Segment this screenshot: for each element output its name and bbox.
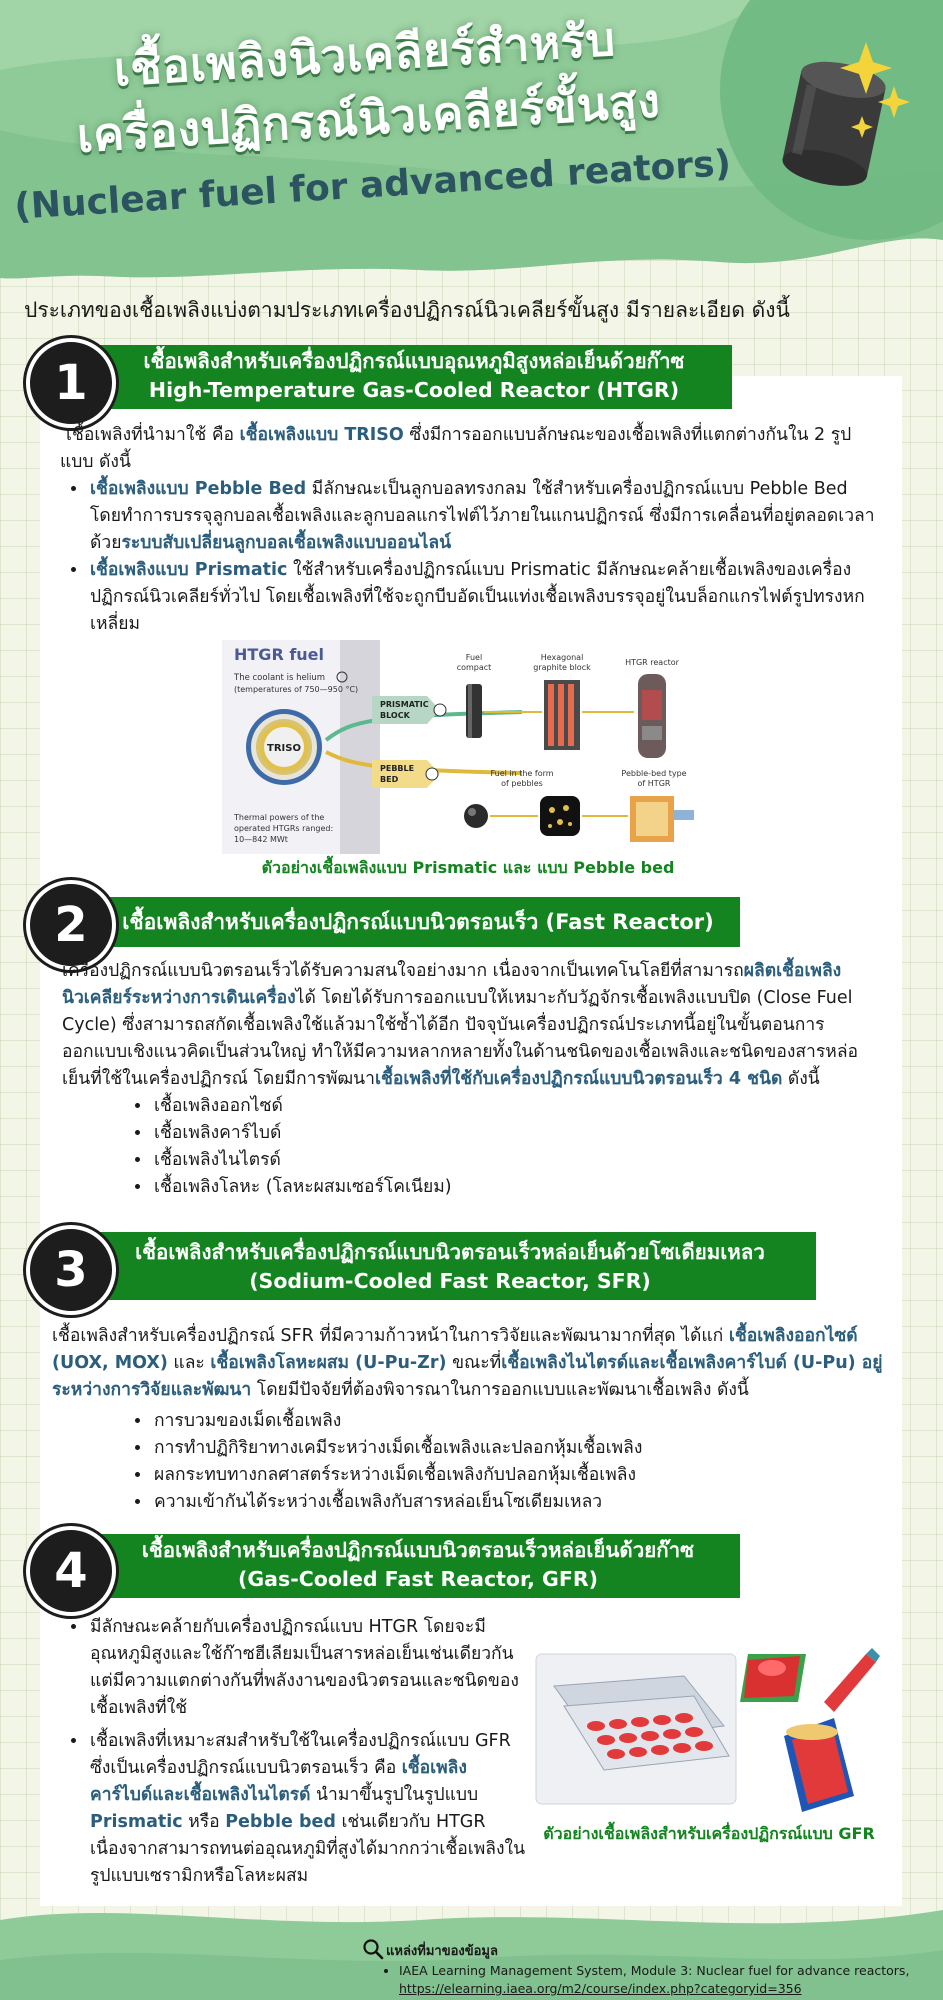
section-1-para-text: เชื้อเพลิงที่นำมาใช้ คือ: [66, 425, 240, 445]
prismatic-tag-line-1: PRISMATIC: [380, 700, 429, 709]
list-item: • เชื้อเพลิงไนไตรด์: [152, 1147, 884, 1174]
section-4-figure-caption: ตัวอย่างเชื้อเพลิงสำหรับเครื่องปฏิกรณ์แบบ GFR: [543, 1824, 875, 1843]
htgr-reactor-illustration: [638, 674, 666, 758]
pebbles-label-1: Fuel in the form: [490, 769, 554, 778]
figure-coolant-line-1: The coolant is helium: [234, 673, 326, 683]
list-item: • เชื้อเพลิงที่เหมาะสมสำหรับใช้ในเครื่องปฏิกรณ์แบบ GFR ซึ่งเป็นเครื่องปฏิกรณ์แบบนิวตรอนเร็ว คือ เชื้อเพลิงคาร์ไบด์และเชื้อเพลิงไนไตรด์ นำมาขึ้นรูปในรูปแบบ Prismatic หรือ Pebble bed เช่นเดียวกับ HTGR เนื่องจากสามารถทนต่ออุณหภูมิที่สูงได้มากกว่าเชื้อเพลิงในรูปแบบเซรามิกหรือโลหะผสม: [88, 1728, 526, 1890]
magnifier-icon: [362, 1938, 384, 1960]
gfr-fuel-pin-cutaway-illustration: [784, 1718, 854, 1812]
section-1-para-highlight: เชื้อเพลิงแบบ TRISO: [239, 425, 404, 445]
fuel-compact-label-2: compact: [456, 663, 492, 672]
info-icon: [434, 704, 446, 716]
gfr-fuel-cell-illustration: [740, 1654, 806, 1702]
section-1-body: [60, 422, 882, 638]
thermal-power-line-3: 10—842 MWt: [234, 835, 288, 844]
triso-label: TRISO: [267, 743, 301, 754]
figure-coolant-line-2: (temperatures of 750—950 °C): [234, 685, 359, 694]
list-item: • การทำปฏิกิริยาทางเคมีระหว่างเม็ดเชื้อเพลิงและปลอกหุ้มเชื้อเพลิง: [152, 1435, 892, 1462]
list-item: [399, 1962, 925, 1998]
section-2-title-line-1: เชื้อเพลิงสำหรับเครื่องปฏิกรณ์แบบนิวตรอนเร็ว (Fast Reactor): [122, 910, 714, 934]
title-line-1: เชื้อเพลิงนิวเคลียร์สำหรับ: [112, 11, 617, 97]
pebble-cross-section-illustration: [540, 796, 580, 836]
section-4-body: [60, 1614, 526, 1890]
section-1-header: [96, 345, 732, 409]
section-4-title-line-1: เชื้อเพลิงสำหรับเครื่องปฏิกรณ์แบบนิวตรอนเร็วหล่อเย็นด้วยก๊าซ: [141, 1538, 695, 1562]
section-2-body: [62, 958, 884, 1201]
hex-graphite-block-illustration: [544, 680, 580, 750]
pebble-tag-line-2: BED: [380, 775, 399, 784]
gfr-fuel-figure: [534, 1646, 884, 1816]
source-text: IAEA Learning Management System, Module 3: Nuclear fuel for advance reactors,: [399, 1963, 910, 1978]
list-item: • เชื้อเพลิงแบบ Pebble Bed มีลักษณะเป็นลูกบอลทรงกลม ใช้สำหรับเครื่องปฏิกรณ์แบบ Pebble Bed โดยทำการบรรจุลูกบอลเชื้อเพลิงและลูกบอลแกรไฟต์ไว้ภายในแกนปฏิกรณ์ ซึ่งมีการเคลื่อนที่อยู่ตลอดเวลา ด้วยระบบสับเปลี่ยนลูกบอลเชื้อเพลิงแบบออนไลน์: [88, 476, 882, 557]
section-3-paragraph: เชื้อเพลิงสำหรับเครื่องปฏิกรณ์ SFR ที่มีความก้าวหน้าในการวิจัยและพัฒนามากที่สุด ได้แก่ เชื้อเพลิงออกไซด์ (UOX, MOX) และ เชื้อเพลิงโลหะผสม (U-Pu-Zr) ขณะที่เชื้อเพลิงไนไตรด์และเชื้อเพลิงคาร์ไบด์ (U-Pu) อยู่ระหว่างการวิจัยและพัฒนา โดยมีปัจจัยที่ต้องพิจารณาในการออกแบบและพัฒนาเชื้อเพลิง ดังนี้: [52, 1326, 883, 1400]
section-1-paragraph: [60, 422, 882, 476]
hex-block-label-2: graphite block: [533, 663, 591, 672]
section-3-number-badge: 3: [26, 1225, 116, 1315]
pebble-tag-line-1: PEBBLE: [380, 764, 415, 773]
title-line-2: เครื่องปฏิกรณ์นิวเคลียร์ขั้นสูง: [75, 73, 662, 163]
prismatic-tag-line-2: BLOCK: [380, 711, 410, 720]
section-4-header: [96, 1534, 740, 1598]
page-title: [3, 0, 736, 284]
section-4-number-badge: 4: [26, 1526, 116, 1616]
section-1-title-line-1: เชื้อเพลิงสำหรับเครื่องปฏิกรณ์แบบอุณหภูมิสูงหล่อเย็นด้วยก๊าซ: [143, 349, 685, 373]
section-3-factor-list: [52, 1408, 892, 1516]
htgr-fuel-figure: [222, 640, 714, 854]
section-3-header: [84, 1232, 816, 1300]
pebble-reactor-label-1: Pebble-bed type: [621, 769, 687, 778]
list-item: • เชื้อเพลิงโลหะ (โลหะผสมเซอร์โคเนียม): [152, 1174, 884, 1201]
fuel-pellet-sparkle-icon: [770, 40, 910, 190]
section-1-number-badge: 1: [26, 338, 116, 428]
list-item: • มีลักษณะคล้ายกับเครื่องปฏิกรณ์แบบ HTGR โดยจะมีอุณหภูมิสูงและใช้ก๊าซฮีเลียมเป็นสารหล่อเย็นเช่นเดียวกัน แต่มีความแตกต่างกันที่พลังงานของนิวตรอนและชนิดของเชื้อเพลิงที่ใช้: [88, 1614, 526, 1722]
pebble-sphere-illustration: [464, 804, 488, 828]
section-1-bullet-list: [60, 476, 882, 638]
hex-block-label-1: Hexagonal: [540, 653, 584, 662]
info-icon: [426, 768, 438, 780]
title-subtitle: (Nuclear fuel for advanced reators): [13, 143, 733, 228]
section-3-title-line-1: เชื้อเพลิงสำหรับเครื่องปฏิกรณ์แบบนิวตรอนเร็วหล่อเย็นด้วยโซเดียมเหลว: [135, 1240, 765, 1264]
list-item: • เชื้อเพลิงออกไซด์: [152, 1093, 884, 1120]
sources-list: [385, 1962, 925, 1998]
list-item: • ผลกระทบทางกลศาสตร์ระหว่างเม็ดเชื้อเพลิงกับปลอกหุ้มเชื้อเพลิง: [152, 1462, 892, 1489]
intro-text: ประเภทของเชื้อเพลิงแบ่งตามประเภทเครื่องปฏิกรณ์นิวเคลียร์ขั้นสูง มีรายละเอียด ดังนี้: [24, 298, 790, 322]
section-4-title-line-2: (Gas-Cooled Fast Reactor, GFR): [237, 1567, 599, 1591]
pebble-reactor-label-2: of HTGR: [637, 779, 671, 788]
list-item: • การบวมของเม็ดเชื้อเพลิง: [152, 1408, 892, 1435]
section-2-fuel-list: [62, 1093, 884, 1201]
section-2-number-badge: 2: [26, 880, 116, 970]
pebbles-label-2: of pebbles: [501, 779, 543, 788]
section-1-title-line-2: High-Temperature Gas-Cooled Reactor (HTGR): [148, 378, 680, 402]
thermal-power-line-1: Thermal powers of the: [234, 813, 325, 822]
source-link[interactable]: https://elearning.iaea.org/m2/course/index.php?categoryid=356: [399, 1981, 802, 1996]
section-1-para-text-2: ซึ่งมีการออกแบบลักษณะของเชื้อเพลิงที่แตกต่างกันใน 2 รูปแบบ ดังนี้: [60, 425, 852, 472]
sources-title: แหล่งที่มาของข้อมูล: [386, 1944, 498, 1959]
figure-title: HTGR fuel: [234, 645, 325, 664]
section-2-paragraph: เครื่องปฏิกรณ์แบบนิวตรอนเร็วได้รับความสนใจอย่างมาก เนื่องจากเป็นเทคโนโลยีที่สามารถผลิตเชื้อเพลิงนิวเคลียร์ระหว่างการเดินเครื่องได้ โดยได้รับการออกแบบให้เหมาะกับวัฏจักรเชื้อเพลิงแบบปิด (Close Fuel Cycle) ซึ่งสามารถสกัดเชื้อเพลิงใช้แล้วมาใช้ซ้ำได้อีก ปัจจุบันเครื่องปฏิกรณ์ประเภทนี้อยู่ในขั้นตอนการออกแบบเชิงแนวคิดเป็นส่วนใหญ่ ทำให้มีความหลากหลายทั้งในด้านชนิดของเชื้อเพลิงและชนิดของสารหล่อเย็นที่ใช้ในเครื่องปฏิกรณ์ โดยมีการพัฒนาเชื้อเพลิงที่ใช้กับเครื่องปฏิกรณ์แบบนิวตรอนเร็ว 4 ชนิด ดังนี้: [62, 961, 859, 1089]
section-3-title-line-2: (Sodium-Cooled Fast Reactor, SFR): [249, 1269, 651, 1293]
section-1-figure-caption: ตัวอย่างเชื้อเพลิงแบบ Prismatic และ แบบ Pebble bed: [261, 858, 675, 877]
gfr-fuel-rod-illustration: [824, 1648, 880, 1712]
list-item: • เชื้อเพลิงแบบ Prismatic ใช้สำหรับเครื่องปฏิกรณ์แบบ Prismatic มีลักษณะคล้ายเชื้อเพลิงของเครื่องปฏิกรณ์นิวเคลียร์ทั่วไป โดยเชื้อเพลิงที่ใช้จะถูกบีบอัดเป็นแท่งเชื้อเพลิงบรรจุอยู่ในบล็อกแกรไฟต์รูปทรงหกเหลี่ยม: [88, 557, 882, 638]
list-item: • ความเข้ากันได้ระหว่างเชื้อเพลิงกับสารหล่อเย็นโซเดียมเหลว: [152, 1489, 892, 1516]
htgr-reactor-label: HTGR reactor: [625, 658, 679, 667]
section-4-bullet-list: [60, 1614, 526, 1890]
section-3-body: [52, 1323, 892, 1516]
section-2-header: [96, 897, 740, 947]
thermal-power-line-2: operated HTGRs ranged:: [234, 824, 334, 833]
list-item: • เชื้อเพลิงคาร์ไบด์: [152, 1120, 884, 1147]
fuel-compact-label-1: Fuel: [465, 653, 483, 662]
